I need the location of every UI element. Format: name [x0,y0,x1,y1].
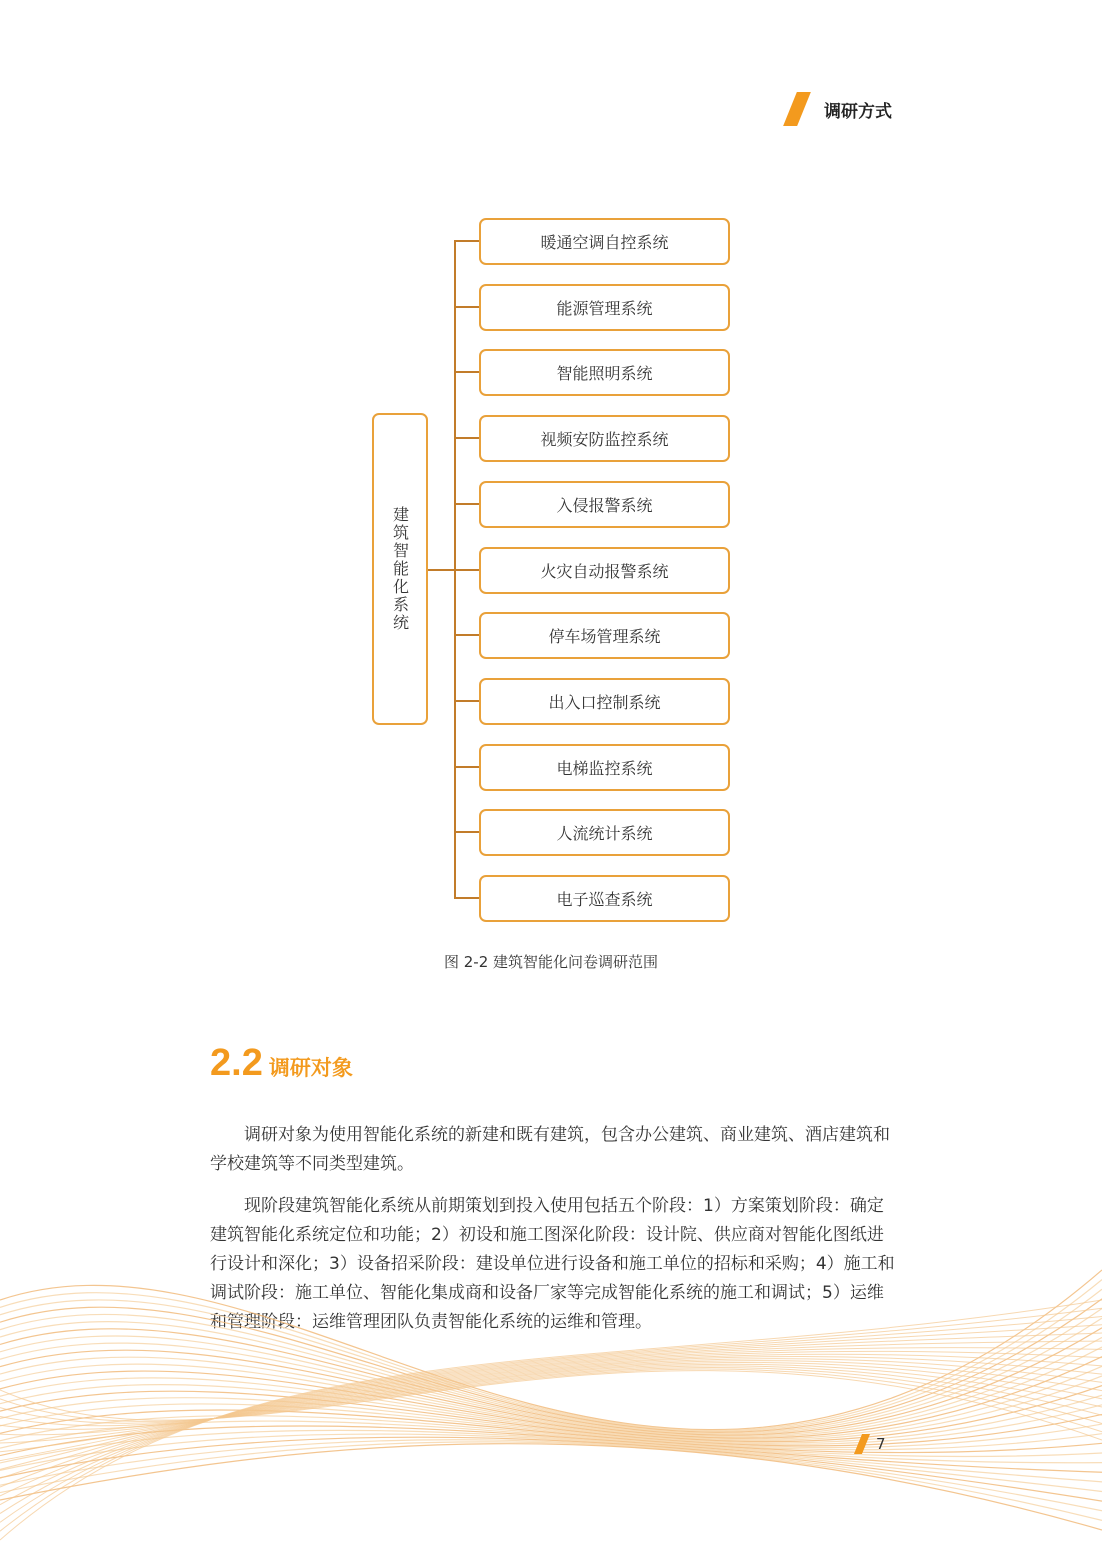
decorative-wave-background [0,1240,1102,1559]
diagram-node: 人流统计系统 [479,809,730,856]
branch-connector [454,831,480,833]
diagram-node: 能源管理系统 [479,284,730,331]
section-number: 2.2 [210,1042,263,1084]
wave-line [0,1437,1102,1501]
diagram-root-label: 建筑智能化系统 [390,506,410,632]
diagram-node: 暖通空调自控系统 [479,218,730,265]
branch-connector [454,306,480,308]
wave-line [0,1270,1102,1430]
paragraph-1: 调研对象为使用智能化系统的新建和既有建筑，包含办公建筑、商业建筑、酒店建筑和学校建筑等不同类型建筑。 [210,1125,890,1174]
branch-connector [454,437,480,439]
branch-connector [454,569,480,571]
diagram-node: 智能照明系统 [479,349,730,396]
section-heading [210,1042,353,1085]
diagram-node: 视频安防监控系统 [479,415,730,462]
figure-caption: 图 2-2 建筑智能化问卷调研范围 [443,953,659,971]
diagram-node: 出入口控制系统 [479,678,730,725]
page-number: 7 [876,1435,886,1453]
section-title: 调研对象 [268,1056,353,1080]
page-footer [858,1434,886,1454]
diagram-root-box [372,413,428,725]
paragraph-2: 现阶段建筑智能化系统从前期策划到投入使用包括五个阶段：1）方案策划阶段：确定建筑智能化系统定位和功能；2）初设和施工图深化阶段：设计院、供应商对智能化图纸进行设计和深化；3）设备招采阶段：建设单位进行设备和施工单位的招标和采购；4）施工和调试阶段：施工单位、智能化集成商和设备厂家等完成智能化系统的施工和调试；5）运维和管理阶段：运维管理团队负责智能化系统的运维和管理。 [210,1196,895,1332]
root-connector [428,569,455,571]
diagram-node: 入侵报警系统 [479,481,730,528]
diagram-node: 电梯监控系统 [479,744,730,791]
diagram-node: 火灾自动报警系统 [479,547,730,594]
diagram-node: 电子巡查系统 [479,875,730,922]
diagram-node: 停车场管理系统 [479,612,730,659]
header-title: 调研方式 [824,101,892,122]
branch-connector [454,897,480,899]
branch-connector [454,634,480,636]
branch-connector [454,240,480,242]
branch-connector [454,371,480,373]
branch-connector [454,766,480,768]
branch-connector [454,503,480,505]
branch-connector [454,700,480,702]
